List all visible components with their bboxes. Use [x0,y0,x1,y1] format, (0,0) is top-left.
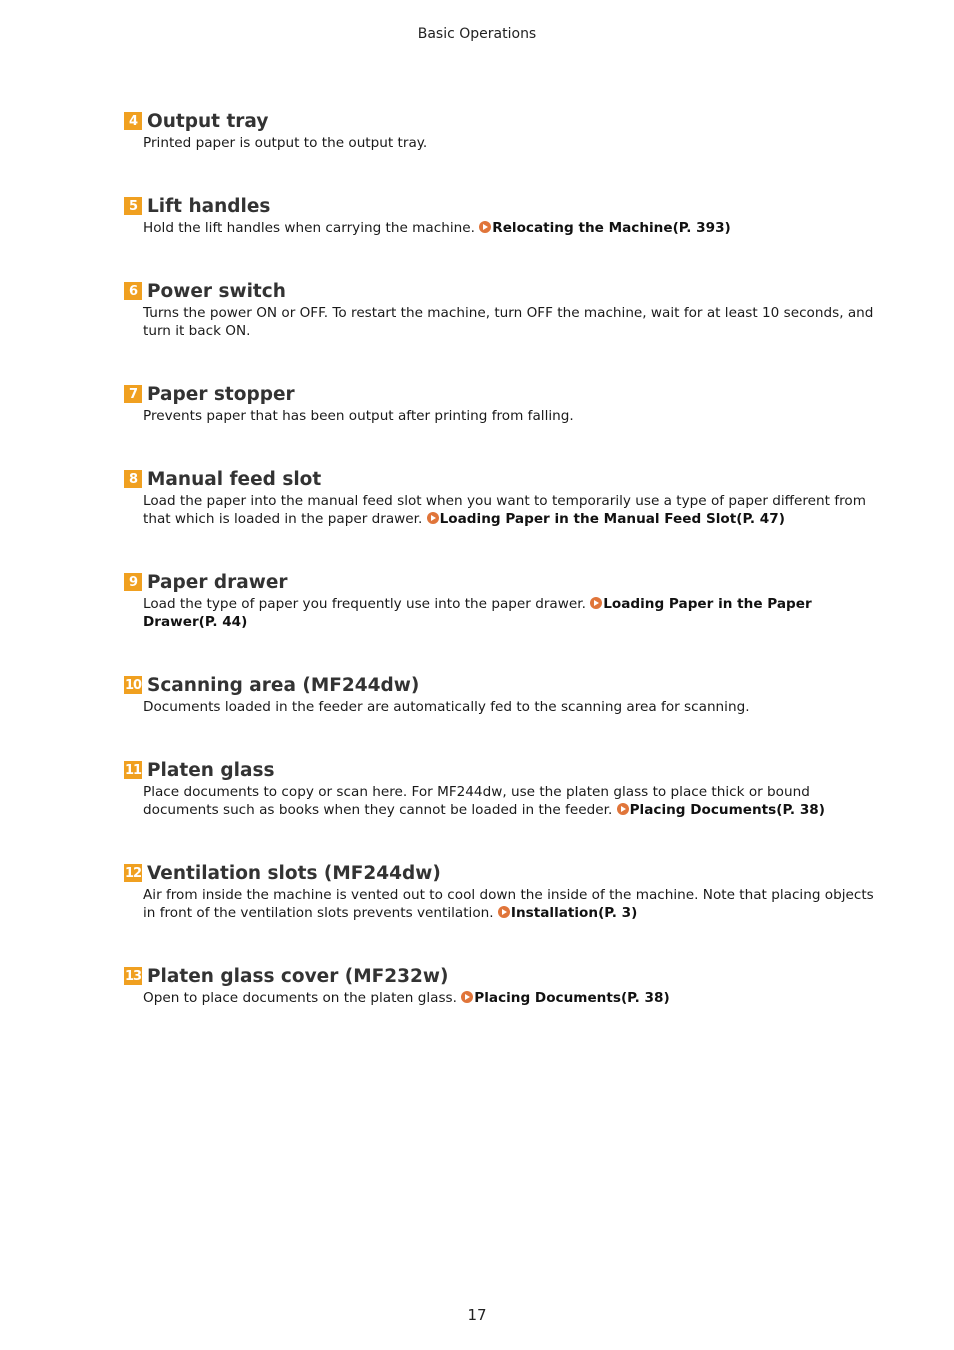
item-description-text: Hold the lift handles when carrying the machine. [143,220,480,236]
item-description [143,698,888,716]
item-title: Power switch [147,280,286,302]
item-description-text: Place documents to copy or scan here. For MF244dw, use the platen glass to place thick or bound documents such as books when they cannot be loaded in the feeder. [143,784,810,818]
arrow-icon [427,512,439,524]
list-item [124,757,894,819]
item-description-text: Air from inside the machine is vented out to cool down the inside of the machine. Note that placing objects in front of the ventilation slots prevents ventilation. [143,887,874,921]
arrow-icon [479,221,491,233]
list-item [124,860,894,922]
item-number-badge: 4 [124,112,142,130]
item-description [143,219,888,237]
item-number-badge: 5 [124,197,142,215]
item-description-text: Prevents paper that has been output after printing from falling. [143,408,574,424]
item-description-text: Load the type of paper you frequently use into the paper drawer. [143,596,591,612]
item-title: Paper stopper [147,383,295,405]
cross-reference-link[interactable] [461,990,669,1006]
item-title: Scanning area (MF244dw) [147,674,420,696]
item-description [143,134,888,152]
list-item [124,381,894,425]
arrow-icon [617,803,629,815]
page-number: 17 [467,1306,487,1324]
item-description [143,304,888,340]
cross-reference-label: Placing Documents(P. 38) [629,802,825,818]
item-title: Paper drawer [147,571,288,593]
list-item [124,466,894,528]
running-header: Basic Operations [417,26,537,42]
item-title: Platen glass [147,759,275,781]
component-list [124,108,894,1007]
cross-reference-link[interactable] [427,511,785,527]
list-item [124,278,894,340]
item-title: Output tray [147,110,269,132]
list-item [124,672,894,716]
item-description [143,989,888,1007]
item-description-text: Load the paper into the manual feed slot when you want to temporarily use a type of paper different from that which is loaded in the paper drawer. [143,493,866,527]
cross-reference-link[interactable] [498,905,637,921]
item-number-badge: 13 [124,968,142,984]
arrow-icon [590,597,602,609]
list-item [124,108,894,152]
item-description-text: Documents loaded in the feeder are automatically fed to the scanning area for scanning. [143,699,750,715]
item-title: Ventilation slots (MF244dw) [147,862,441,884]
item-title: Lift handles [147,195,271,217]
item-number-badge: 8 [124,470,142,488]
item-title: Manual feed slot [147,468,322,490]
cross-reference-link[interactable] [617,802,825,818]
item-description [143,492,888,528]
item-description [143,595,888,631]
item-number-badge: 10 [124,677,142,693]
item-description-text: Printed paper is output to the output tray. [143,135,428,151]
item-number-badge: 11 [124,762,142,778]
item-description-text: Open to place documents on the platen glass. [143,990,462,1006]
list-item [124,569,894,631]
item-number-badge: 12 [124,865,142,881]
item-title: Platen glass cover (MF232w) [147,965,449,987]
arrow-icon [461,991,473,1003]
cross-reference-label: Installation(P. 3) [510,905,638,921]
arrow-icon [498,906,510,918]
cross-reference-label: Loading Paper in the Paper Drawer(P. 44) [143,596,812,630]
item-number-badge: 9 [124,573,142,591]
item-number-badge: 7 [124,385,142,403]
cross-reference-label: Loading Paper in the Manual Feed Slot(P. 47) [439,511,785,527]
item-description-text: Turns the power ON or OFF. To restart the machine, turn OFF the machine, wait for at least 10 seconds, and turn it back ON. [143,305,874,339]
cross-reference-label: Relocating the Machine(P. 393) [492,220,731,236]
cross-reference-label: Placing Documents(P. 38) [474,990,670,1006]
item-description [143,886,888,922]
list-item [124,193,894,237]
item-description [143,783,888,819]
item-description [143,407,888,425]
cross-reference-link[interactable] [479,220,731,236]
item-number-badge: 6 [124,282,142,300]
list-item [124,963,894,1007]
